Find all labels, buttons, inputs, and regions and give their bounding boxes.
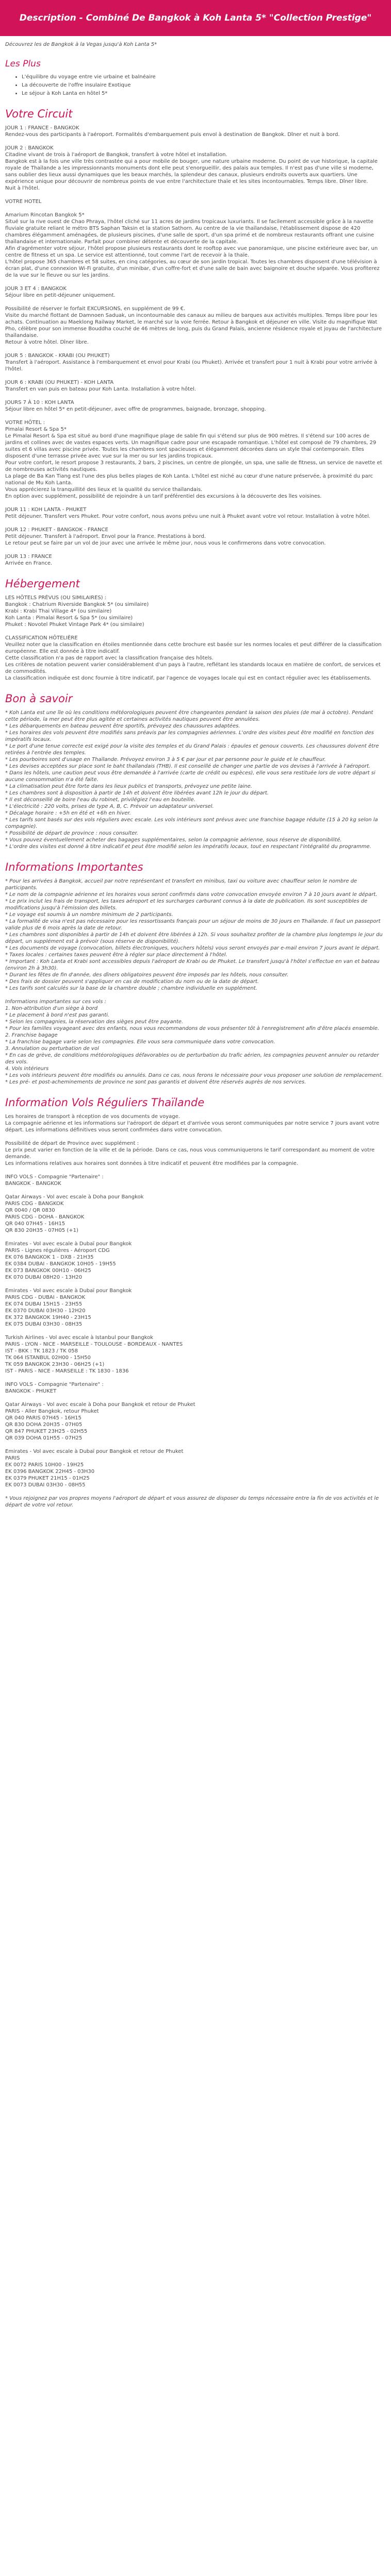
day-paragraph: JOUR 11 : KOH LANTA - PHUKET Petit déjeuner. Transfert vers Phuket. Pour votre confort, nous avons prévu une nuit à Phuket avant votre vol retour. Installation à votre hôtel. [5,507,370,519]
flight-group: Qatar Airways - Vol avec escale à Doha pour Bangkok et retour de Phuket PARIS - Aller Bangkok, retour Phuket QR 040 PARIS 07H45 - 16H15 QR 830 DOHA 20H35 - 07H05 QR 847 PHUKET 23H25 - 02H55 QR 039 DOHA 01H55 - 07H25 [5,1402,196,1441]
day-paragraph: JOURS 7 À 10 : KOH LANTA Séjour libre en hôtel 5* en petit-déjeuner, avec offre de programmes, baignade, bronzage, shopping. [5,400,266,412]
flight-group: Turkish Airlines - Vol avec escale à Istanbul pour Bangkok PARIS - LYON - NICE - MARSEILLE - TOULOUSE - BORDEAUX - NANTES IST - BKK : TK 1823 / TK 058 TK 064 ISTANBUL 02H00 - 15H50 TK 059 BANGKOK 23H30 - 06H25 (+1) IST - PARIS - NICE - MARSEILLE : TK 1830 - 1836 [5,1335,183,1374]
section-info-vols [5,1096,386,1509]
list-item: • L'équilibre du voyage entre vie urbaine et balnéaire [22,74,386,80]
day-paragraph: JOUR 1 : FRANCE - BANGKOK Rendez-vous des participants à l'aéroport. Formalités d'embarquement puis envol à destination de Bangkok. Dîner et nuit à bord. [5,125,340,138]
main-content [0,36,391,1509]
section-informations-importantes [5,860,386,1086]
hotel-description: Amarium Rincotan Bangkok 5* Situé sur la rive ouest de Chao Phraya, l'hôtel cliché sur 11 acres de jardins tropicaux luxuriants. Il se facilement accessible grâce à la navette fluviale gratuite reliant le métro BTS Saphan Taksin et la station Sathorn. Au centre de la vie thaïlandaise, l'établissement dispose de 420 chambres élégamment aménagées, de plusieurs piscines, d'une salle de sport, d'un spa primé et de nombreux restaurants offrant une cuisine thaïlandaise et internationale. Parfait pour combiner détente et découverte de la capitale. Afin d'agrémenter votre séjour, l'hôtel propose plusieurs restaurants dont le rooftop avec vue panoramique, une piscine extérieure avec bar, un centre de fitness et un spa. Le service est attentionné, tout comme l'art de recevoir à la thaïe. L'hôtel propose 365 chambres et 58 suites, en cinq catégories, au cœur de son jardin tropical. Toutes les chambres disposent d'une télévision à écran plat, d'une connexion Wi-Fi gratuite, d'un minibar, d'un coffre-fort et d'une salle de bain avec baignoire et douche séparée. Vous profiterez de la vue sur le fleuve ou sur les jardins. [5,212,380,278]
hotel-description: VOTRE HÔTEL : Pimalai Resort & Spa 5* Le Pimalai Resort & Spa est situé au bord d'une magnifique plage de sable fin qui s'étend sur plus de 900 mètres. Il s'étend sur 100 acres de jardins et collines avec de vastes espaces verts. Un magnifique cadre pour une escapade romantique. L'hôtel est composé de 79 chambres, 29 suites et 6 villas avec piscine privée. Toutes les chambres sont spacieuses et élégamment décorées dans un style thaï contemporain. Elles disposent d'une terrasse privée avec vue sur la mer ou sur les jardins tropicaux. Pour votre confort, le resort propose 3 restaurants, 2 bars, 2 piscines, un centre de plongée, un spa, une salle de fitness, un service de navette et de nombreuses activités nautiques. La plage de Ba Kan Tiang est l'une des plus belles plages de Koh Lanta. L'hôtel est niché au cœur d'une nature préservée, à proximité du parc national de Mu Koh Lanta. Vous apprécierez la tranquillité des lieux et la qualité du service thaïlandais. En option avec supplément, possibilité de rejoindre à un tarif préférentiel des excursions à la découverte des îles voisines. [5,420,382,499]
section-hebergement [5,577,386,682]
day-paragraph: JOUR 3 ET 4 : BANGKOK Séjour libre en petit-déjeuner uniquement. [5,286,116,298]
section-heading: Informations Importantes [5,861,143,873]
option-paragraph: Possibilité de réserver le forfait EXCURSIONS, en supplément de 99 €. Visite du marché flottant de Damnoen Saduak, un incontournable des canaux au milieu de barques aux activités multiples. Temps libre pour les achats. Continuation au Maeklong Railway Market, le marché sur la voie ferrée. Retour à Bangkok et déjeuner en ville. Visite du magnifique Wat Pho, célèbre pour son immense Bouddha couché de 46 mètres de long, puis du Grand Palais, ancienne résidence royale et joyau de l'architecture thaïlandaise. Retour à votre hôtel. Dîner libre. [5,306,382,345]
day-paragraph: JOUR 12 : PHUKET - BANGKOK - FRANCE Petit déjeuner. Transfert à l'aéroport. Envol pour la France. Prestations à bord. Le retour peut se faire par un vol de jour avec une arrivée le même jour, nous vous le confirmerons dans votre convocation. [5,527,326,546]
flight-group: Emirates - Vol avec escale à Dubaï pour Bangkok PARIS - Lignes régulières - Aéroport CDG EK 076 BANGKOK 1 - DXB - 21H35 EK 0384 DUBAI - BANGKOK 10H05 - 19H55 EK 073 BANGKOK 00H10 - 06H25 EK 070 DUBAI 08H20 - 13H20 [5,1241,132,1280]
footer-note: * Vous rejoignez par vos propres moyens l'aéroport de départ et vous assurez de disposer du temps nécessaire entre la fin de vos activités et le départ de votre vol retour. [5,1496,379,1508]
subtitle: Découvrez les de Bangkok à la Vegas jusqu'à Koh Lanta 5* [5,42,157,47]
day-paragraph: JOUR 6 : KRABI (OU PHUKET) - KOH LANTA Transfert en van puis en bateau pour Koh Lanta. Installation à votre hôtel. [5,380,197,392]
flight-group: Qatar Airways - Vol avec escale à Doha pour Bangkok PARIS CDG - BANGKOK QR 0040 / QR 0830 PARIS CDG - DOHA - BANGKOK QR 040 07H45 - 16H15 QR 830 20H35 - 07H05 (+1) [5,1194,144,1233]
hotel-label: VOTRE HOTEL [5,199,42,205]
flight-group: Emirates - Vol avec escale à Dubaï pour Bangkok PARIS CDG - DUBAI - BANGKOK EK 074 DUBAI 15H15 - 23H55 EK 0370 DUBAI 03H30 - 12H20 EK 372 BANGKOK 19H40 - 23H15 EK 075 DUBAI 03H30 - 08H35 [5,1288,132,1327]
day-paragraph: JOUR 2 : BANGKOK Citadine vivant de trois à l'aéroport de Bangkok, transfert à votre hôtel et installation. Bangkok est à la fois une ville très contrastée qui a pour mobile de bouger, une nature urbaine moderne. Du point de vue historique, la capitale royale de Thaïlande a les impressionnants monuments dont elle peut s'enorgueillir, des palais aux temples. Il n'est pas d'une ville si moderne, sans oublier des lieux aussi dynamiques que les beaux marchés, la splendeur des canaux, plusieurs endroits ouverts aux quartiers. Une expérience unique pour découvrir de nombreux points de vue entre l'architecture thaïe et les sites incontournables. Temps libre. Dîner libre. Nuit à l'hôtel. [5,145,378,191]
intro-text: Les horaires de transport à réception de vos documents de voyage. La compagnie aérienne et les informations sur l'aéroport de départ et d'arrivée vous seront communiquées par notre service 7 jours avant votre départ. Les informations définitives vous seront confirmées dans votre convocation. [5,1114,380,1133]
province-note: Possibilité de départ de Province avec supplément : Le prix peut varier en fonction de la ville et de la période. Dans ce cas, nous vous communiquerons le tarif correspondant au moment de votre demande. Les informations relatives aux horaires sont données à titre indicatif et peuvent être modifiées par la compagnie. [5,1141,375,1166]
section-heading: Votre Circuit [5,108,73,120]
section-heading: Les Plus [5,59,41,69]
section-bon-a-savoir [5,692,386,850]
section-votre-circuit [5,107,386,567]
list-item: • Le séjour à Koh Lanta en hôtel 5* [22,90,386,97]
section-heading: Hébergement [5,578,80,590]
notes-text: * Koh Lanta est une île où les conditions météorologiques peuvent être changeantes pendant la saison des pluies (de mai à octobre). Pendant cette période, la mer peut être plus agitée et certaines activités nautiques peuvent être annulées. * Les débarquements en bateau peuvent être sportifs, prévoyez des chaussures adaptées. * Les horaires des vols peuvent être modifiés sans préavis par les compagnies aériennes. L'ordre des visites peut être modifié en fonction des impératifs locaux. * Le port d'une tenue correcte est exigé pour la visite des temples et du Grand Palais : épaules et genoux couverts. Les chaussures doivent être retirées à l'entrée des temples. * Les pourboires sont d'usage en Thaïlande. Prévoyez environ 3 à 5 € par jour et par personne pour le guide et le chauffeur. * Les devises acceptées sur place sont le baht thaïlandais (THB). Il est conseillé de changer une partie de vos devises à l'arrivée à l'aéroport. * Dans les hôtels, une caution peut vous être demandée à l'arrivée (carte de crédit ou espèces), elle vous sera restituée lors de votre départ si aucune consommation n'a été faite. * La climatisation peut être forte dans les lieux publics et transports, prévoyez une petite laine. * Les chambres sont à disposition à partir de 14h et doivent être libérées avant 12h le jour du départ. * Il est déconseillé de boire l'eau du robinet, privilégiez l'eau en bouteille. * L'électricité : 220 volts, prises de type A, B, C. Prévoir un adaptateur universel. * Décalage horaire : +5h en été et +6h en hiver. * Les tarifs sont basés sur des vols réguliers avec escale. Les vols intérieurs sont prévus avec une franchise bagage réduite (15 à 20 kg selon la compagnie). * Possibilité de départ de province : nous consulter. * Vous pouvez éventuellement acheter des bagages supplémentaires, selon la compagnie aérienne, sous réserve de disponibilité. * L'ordre des visites est donné à titre indicatif et peut être modifié selon les impératifs locaux, tout en respectant l'intégralité du programme. [5,710,379,850]
highlights-list [5,74,386,97]
section-les-plus [5,58,386,97]
list-item: • La découverte de l'offre insulaire Exotique [22,82,386,89]
day-paragraph: JOUR 5 : BANGKOK - KRABI (OU PHUKET) Transfert à l'aéroport. Assistance à l'embarquement et envol pour Krabi (ou Phuket). Arrivée et transfert pour 1 nuit à Krabi pour votre arrivée à l'hôtel. [5,353,378,372]
flight-group: INFO VOLS - Compagnie "Partenaire" : BANGKOK - PHUKET [5,1382,104,1394]
day-paragraph: JOUR 13 : FRANCE Arrivée en France. [5,554,53,566]
hotels-list: LES HÔTELS PRÉVUS (OU SIMILAIRES) : Bangkok : Chatrium Riverside Bangkok 5* (ou similaire) Krabi : Krabi Thai Village 4* (ou similaire) Koh Lanta : Pimalai Resort & Spa 5* (ou similaire) Phuket : Novotel Phuket Vintage Park 4* (ou similaire) [5,595,149,628]
page-title: Description - Combiné De Bangkok à Koh Lanta 5* "Collection Prestige" [19,12,372,23]
flight-group: INFO VOLS - Compagnie "Partenaire" : BANGKOK - BANGKOK [5,1174,104,1187]
classification-text: CLASSIFICATION HÔTELIÈRE Veuillez noter que la classification en étoiles mentionnée dans cette brochure est basée sur les normes locales et peut différer de la classification européenne. Elle est donnée à titre indicatif. Cette classification n'a pas de rapport avec la classification française des hôtels. Les critères de notation peuvent varier considérablement d'un pays à l'autre, reflétant les standards locaux en matière de confort, de services et de commodités. La classification indiquée est donc fournie à titre indicatif, par l'agence de voyages locale qui est en contact régulier avec les établissements. [5,635,382,681]
section-heading: Information Vols Réguliers Thaïlande [5,1096,205,1109]
flight-group: Emirates - Vol avec escale à Dubaï pour Bangkok et retour de Phuket PARIS EK 0072 PARIS 10H00 - 19H25 EK 0396 BANGKOK 22H45 - 03H30 EK 0379 PHUKET 21H15 - 01H25 EK 0073 DUBAI 03H30 - 08H55 [5,1449,184,1488]
section-heading: Bon à savoir [5,692,73,705]
notes-text: * Pour les arrivées à Bangkok, accueil par notre représentant et transfert en minibus, taxi ou voiture avec chauffeur selon le nombre de participants. * Le nom de la compagnie aérienne et les horaires vous seront confirmés dans votre convocation envoyée environ 7 à 10 jours avant le départ. * Le prix inclut les frais de transport, les taxes aéroport et les surcharges carburant connus à la date de publication. Ils sont susceptibles de modifications jusqu'à l'émission des billets. * Le voyage est soumis à un nombre minimum de 2 participants. * La formalité de visa n'est pas nécessaire pour les ressortissants français pour un séjour de moins de 30 jours en Thaïlande. Il faut un passeport valide plus de 6 mois après la date de retour. * Les chambres sont disponibles à partir de 14h et doivent être libérées à 12h. Si vous souhaitez profiter de la chambre plus longtemps le jour du départ, un supplément est à prévoir (sous réserve de disponibilité). * Les documents de voyage (convocation, billets électroniques, vouchers hôtels) vous seront envoyés par e-mail environ 7 jours avant le départ. * Taxes locales : certaines taxes peuvent être à régler sur place directement à l'hôtel. * Important : Koh Lanta et Krabi sont accessibles depuis l'aéroport de Krabi ou de Phuket. Le transfert jusqu'à l'hôtel s'effectue en van et bateau (environ 2h à 3h30). * Durant les fêtes de fin d'année, des dîners obligatoires peuvent être imposés par les hôtels, nous consulter. * Des frais de dossier peuvent s'appliquer en cas de modification du nom ou de la date de départ. * Les tarifs sont calculés sur la base de la chambre double ; chambre individuelle en supplément. [5,878,383,991]
flight-notes-text: Informations importantes sur ces vols : 1. Non-attribution d'un siège à bord * Le placement à bord n'est pas garanti. * Selon les compagnies, la réservation des sièges peut être payante. * Pour les familles voyageant avec des enfants, nous vous recommandons de vous présenter tôt à l'enregistrement afin d'être placés ensemble. 2. Franchise bagage * La franchise bagage varie selon les compagnies. Elle vous sera communiquée dans votre convocation. 3. Annulation ou perturbation de vol * En cas de grève, de conditions météorologiques défavorables ou de perturbation du trafic aérien, les compagnies peuvent annuler ou retarder des vols. 4. Vols intérieurs * Les vols intérieurs peuvent être modifiés ou annulés. Dans ce cas, nous ferons le nécessaire pour vous proposer une solution de remplacement. * Les pré- et post-acheminements de province ne sont pas garantis et doivent être réservés auprès de nos services. [5,999,383,1085]
title-banner [0,0,391,36]
